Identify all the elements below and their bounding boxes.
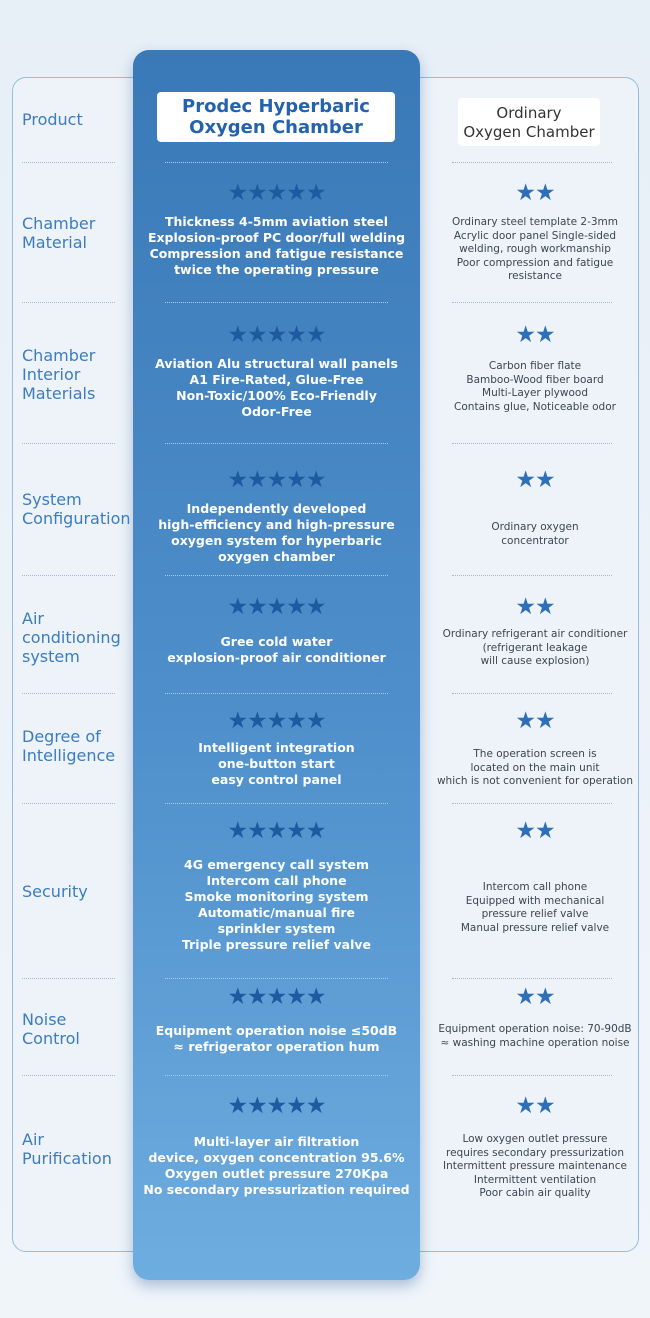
prodec-feature-line: Non-Toxic/100% Eco-Friendly bbox=[176, 388, 377, 403]
prodec-title-line: Oxygen Chamber bbox=[189, 117, 363, 138]
row-separator bbox=[165, 1075, 388, 1076]
ordinary-title-line: Oxygen Chamber bbox=[463, 123, 595, 141]
ordinary-feature-line: Ordinary oxygen bbox=[491, 521, 579, 533]
row-separator bbox=[165, 575, 388, 576]
row-label-line: Chamber bbox=[22, 346, 96, 365]
ordinary-feature-line: Ordinary refrigerant air conditioner bbox=[442, 628, 628, 640]
ordinary-feature-text bbox=[420, 360, 650, 414]
row-label-line: Degree of bbox=[22, 727, 101, 746]
ordinary-feature-line: resistance bbox=[508, 270, 562, 282]
ordinary-feature-line: Ordinary steel template 2-3mm bbox=[451, 216, 619, 228]
prodec-feature-text bbox=[133, 1134, 420, 1198]
prodec-feature-line: Thickness 4-5mm aviation steel bbox=[164, 214, 389, 229]
prodec-feature-line: Smoke monitoring system bbox=[184, 889, 369, 904]
row-separator bbox=[22, 803, 115, 804]
ordinary-feature-line: Poor cabin air quality bbox=[479, 1187, 591, 1199]
prodec-feature-line: Explosion-proof PC door/full welding bbox=[147, 230, 406, 245]
prodec-feature-line: easy control panel bbox=[211, 772, 342, 787]
prodec-feature-line: Triple pressure relief valve bbox=[181, 937, 371, 952]
row-label-line: Air bbox=[22, 609, 44, 628]
row-label-line: Intelligence bbox=[22, 746, 116, 765]
ordinary-feature-line: welding, rough workmanship bbox=[459, 243, 611, 255]
ordinary-rating-stars: ★★ bbox=[515, 180, 555, 206]
ordinary-rating-stars: ★★ bbox=[515, 708, 555, 734]
prodec-feature-text bbox=[133, 501, 420, 565]
ordinary-feature-line: Poor compression and fatigue bbox=[456, 256, 614, 269]
row-label-line: Interior bbox=[22, 365, 81, 384]
row-label-line: Purification bbox=[22, 1149, 112, 1168]
ordinary-feature-line: Acrylic door panel Single-sided bbox=[453, 229, 617, 242]
ordinary-feature-line: Equipment operation noise: 70-90dB bbox=[438, 1023, 632, 1035]
row-separator bbox=[22, 162, 115, 163]
ordinary-feature-line: Equipped with mechanical bbox=[465, 894, 605, 907]
prodec-rating-stars: ★★★★★ bbox=[227, 180, 326, 206]
row-separator bbox=[22, 978, 115, 979]
prodec-rating-stars: ★★★★★ bbox=[227, 708, 326, 734]
ordinary-feature-line: Bamboo-Wood fiber board bbox=[466, 373, 604, 386]
row-separator bbox=[22, 302, 115, 303]
prodec-feature-line: oxygen chamber bbox=[218, 549, 335, 564]
row-label bbox=[22, 1130, 112, 1168]
ordinary-feature-line: requires secondary pressurization bbox=[446, 1146, 624, 1159]
ordinary-feature-line: (refrigerant leakage bbox=[482, 641, 588, 654]
prodec-rating-stars: ★★★★★ bbox=[227, 467, 326, 493]
row-label bbox=[22, 346, 95, 403]
row-label-line: Chamber bbox=[22, 214, 96, 233]
prodec-feature-line: Odor-Free bbox=[241, 404, 312, 419]
prodec-feature-line: Aviation Alu structural wall panels bbox=[155, 356, 398, 371]
prodec-feature-text bbox=[133, 740, 420, 788]
prodec-feature-line: device, oxygen concentration 95.6% bbox=[148, 1150, 405, 1165]
row-label-line: Material bbox=[22, 233, 87, 252]
ordinary-feature-line: located on the main unit bbox=[470, 761, 600, 774]
ordinary-feature-line: Multi-Layer plywood bbox=[482, 387, 588, 399]
prodec-feature-line: Independently developed bbox=[186, 501, 367, 516]
prodec-feature-text bbox=[133, 356, 420, 420]
prodec-feature-text bbox=[133, 1023, 420, 1055]
row-separator bbox=[165, 302, 388, 303]
row-separator bbox=[22, 1075, 115, 1076]
prodec-rating-stars: ★★★★★ bbox=[227, 594, 326, 620]
ordinary-rating-stars: ★★ bbox=[515, 594, 555, 620]
prodec-feature-line: 4G emergency call system bbox=[184, 857, 369, 872]
prodec-feature-line: one-button start bbox=[218, 756, 335, 771]
row-separator bbox=[165, 162, 388, 163]
row-separator bbox=[165, 803, 388, 804]
ordinary-feature-line: ≈ washing machine operation noise bbox=[440, 1036, 630, 1049]
row-label-line: Materials bbox=[22, 384, 96, 403]
row-separator bbox=[452, 302, 612, 303]
ordinary-feature-text bbox=[420, 748, 650, 789]
ordinary-feature-line: Contains glue, Noticeable odor bbox=[454, 400, 616, 413]
ordinary-feature-line: pressure relief valve bbox=[481, 908, 589, 920]
ordinary-feature-line: Carbon fiber flate bbox=[488, 360, 582, 372]
row-label bbox=[22, 609, 121, 666]
row-separator bbox=[22, 575, 115, 576]
row-separator bbox=[165, 443, 388, 444]
ordinary-feature-line: Intercom call phone bbox=[482, 881, 588, 893]
ordinary-title-line: Ordinary bbox=[496, 104, 562, 122]
ordinary-feature-line: which is not convenient for operation bbox=[436, 775, 634, 787]
row-label bbox=[22, 214, 95, 252]
row-label-line: Control bbox=[22, 1029, 80, 1048]
prodec-feature-line: Compression and fatigue resistance bbox=[149, 246, 404, 261]
prodec-rating-stars: ★★★★★ bbox=[227, 818, 326, 844]
ordinary-title-box bbox=[458, 98, 600, 146]
row-separator bbox=[22, 443, 115, 444]
ordinary-feature-text bbox=[420, 1133, 650, 1201]
prodec-feature-text bbox=[133, 857, 420, 953]
row-separator bbox=[165, 978, 388, 979]
row-separator bbox=[452, 162, 612, 163]
ordinary-feature-text bbox=[420, 881, 650, 935]
ordinary-feature-line: Intermittent pressure maintenance bbox=[443, 1160, 627, 1172]
prodec-feature-text bbox=[133, 214, 420, 278]
ordinary-feature-line: concentrator bbox=[501, 534, 569, 547]
prodec-feature-line: explosion-proof air conditioner bbox=[167, 650, 386, 665]
row-label-line: conditioning bbox=[22, 628, 121, 647]
ordinary-rating-stars: ★★ bbox=[515, 984, 555, 1010]
prodec-feature-line: Equipment operation noise ≤50dB bbox=[155, 1023, 398, 1038]
prodec-feature-line: Intelligent integration bbox=[198, 740, 355, 755]
row-separator bbox=[452, 978, 612, 979]
prodec-title-box bbox=[157, 92, 395, 142]
row-label bbox=[22, 727, 115, 765]
row-separator bbox=[22, 693, 115, 694]
ordinary-feature-text bbox=[420, 521, 650, 548]
ordinary-rating-stars: ★★ bbox=[515, 322, 555, 348]
prodec-feature-line: sprinkler system bbox=[217, 921, 336, 936]
row-label-line: system bbox=[22, 647, 80, 666]
ordinary-rating-stars: ★★ bbox=[515, 818, 555, 844]
ordinary-feature-text bbox=[420, 216, 650, 284]
row-label bbox=[22, 882, 88, 901]
row-label bbox=[22, 1010, 80, 1048]
prodec-feature-line: Oxygen outlet pressure 270Kpa bbox=[164, 1166, 389, 1181]
row-label-line: Air bbox=[22, 1130, 44, 1149]
row-label-line: Security bbox=[22, 882, 88, 901]
ordinary-feature-text bbox=[420, 1023, 650, 1050]
ordinary-feature-line: Intermittent ventilation bbox=[473, 1173, 597, 1186]
row-separator bbox=[452, 803, 612, 804]
prodec-feature-line: Automatic/manual fire bbox=[197, 905, 356, 920]
row-separator bbox=[165, 693, 388, 694]
row-separator bbox=[452, 575, 612, 576]
ordinary-feature-line: Manual pressure relief valve bbox=[460, 921, 610, 934]
row-label-line: Configuration bbox=[22, 509, 131, 528]
row-label-line: Noise bbox=[22, 1010, 67, 1029]
ordinary-feature-text bbox=[420, 628, 650, 669]
prodec-rating-stars: ★★★★★ bbox=[227, 984, 326, 1010]
ordinary-feature-line: The operation screen is bbox=[473, 748, 597, 760]
row-label-line: System bbox=[22, 490, 82, 509]
prodec-feature-line: twice the operating pressure bbox=[174, 262, 379, 277]
prodec-feature-line: Multi-layer air filtration bbox=[193, 1134, 360, 1149]
prodec-title-line: Prodec Hyperbaric bbox=[182, 96, 370, 117]
ordinary-feature-line: Low oxygen outlet pressure bbox=[462, 1133, 608, 1145]
row-separator bbox=[452, 693, 612, 694]
prodec-feature-line: Intercom call phone bbox=[206, 873, 347, 888]
header-label: Product bbox=[22, 110, 83, 129]
ordinary-rating-stars: ★★ bbox=[515, 467, 555, 493]
prodec-feature-line: No secondary pressurization required bbox=[143, 1182, 410, 1197]
row-separator bbox=[452, 443, 612, 444]
ordinary-rating-stars: ★★ bbox=[515, 1093, 555, 1119]
prodec-feature-text bbox=[133, 634, 420, 666]
row-separator bbox=[452, 1075, 612, 1076]
prodec-feature-line: A1 Fire-Rated, Glue-Free bbox=[189, 372, 364, 387]
prodec-rating-stars: ★★★★★ bbox=[227, 1093, 326, 1119]
prodec-rating-stars: ★★★★★ bbox=[227, 322, 326, 348]
prodec-feature-line: high-efficiency and high-pressure bbox=[158, 517, 395, 532]
prodec-feature-line: Gree cold water bbox=[220, 634, 333, 649]
prodec-feature-line: oxygen system for hyperbaric bbox=[171, 533, 382, 548]
prodec-feature-line: ≈ refrigerator operation hum bbox=[173, 1039, 380, 1054]
ordinary-feature-line: will cause explosion) bbox=[480, 655, 590, 667]
row-label bbox=[22, 490, 131, 528]
